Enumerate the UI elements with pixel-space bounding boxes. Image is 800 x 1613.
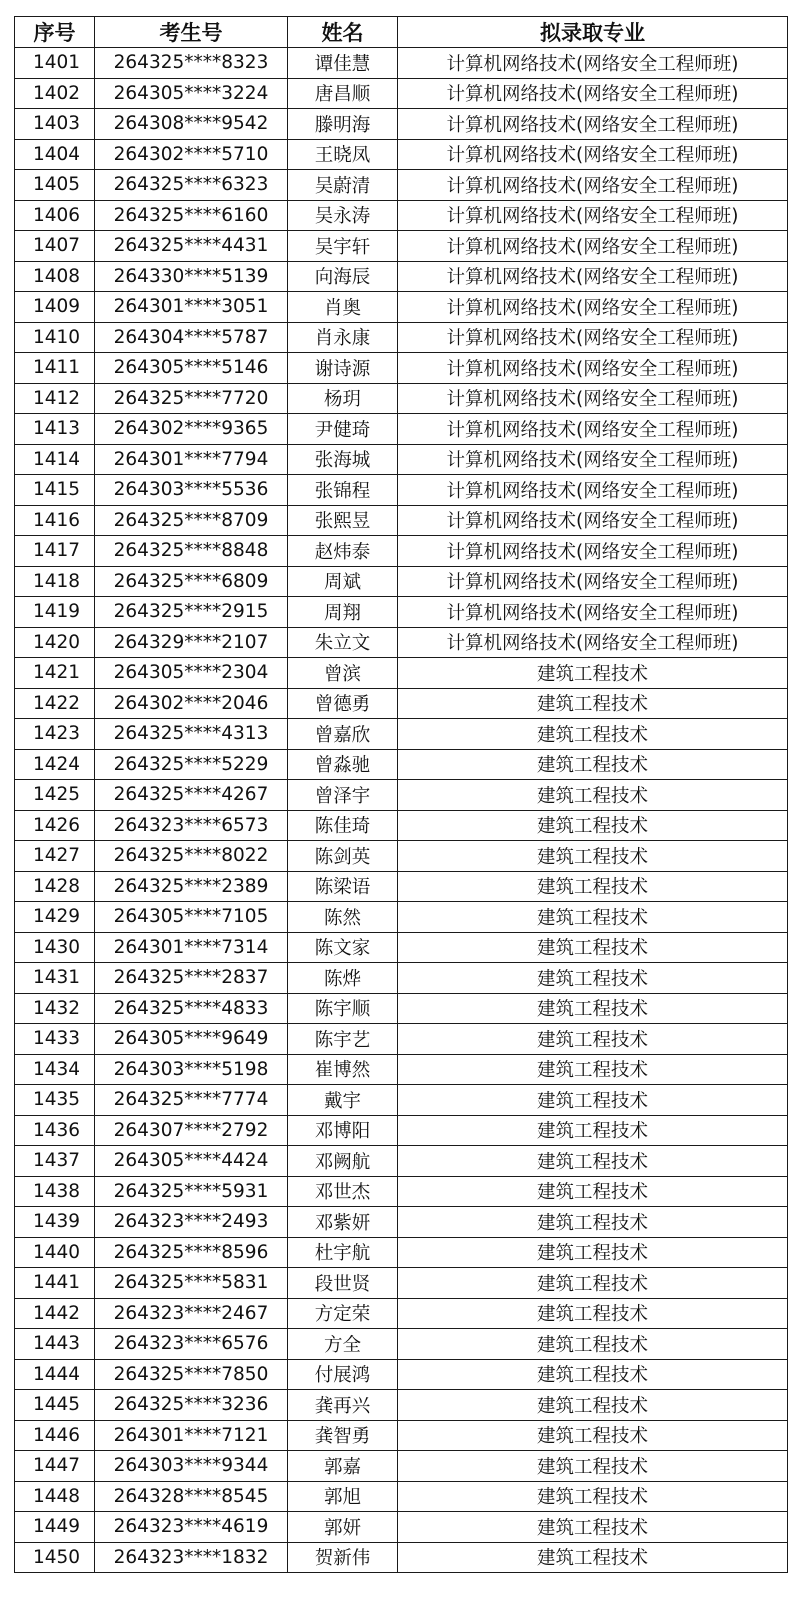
cell-major: 计算机网络技术(网络安全工程师班) bbox=[398, 78, 788, 109]
cell-major: 建筑工程技术 bbox=[398, 1085, 788, 1116]
cell-name: 向海辰 bbox=[288, 261, 398, 292]
cell-name: 陈宇顺 bbox=[288, 993, 398, 1024]
cell-exam-number: 264325****4267 bbox=[95, 780, 288, 811]
cell-seq: 1441 bbox=[15, 1268, 95, 1299]
table-row bbox=[15, 902, 788, 933]
cell-major: 建筑工程技术 bbox=[398, 1298, 788, 1329]
cell-seq: 1450 bbox=[15, 1542, 95, 1573]
table-row bbox=[15, 1420, 788, 1451]
cell-major: 计算机网络技术(网络安全工程师班) bbox=[398, 627, 788, 658]
cell-exam-number: 264305****5146 bbox=[95, 353, 288, 384]
cell-exam-number: 264301****3051 bbox=[95, 292, 288, 323]
cell-major: 建筑工程技术 bbox=[398, 1176, 788, 1207]
table-row bbox=[15, 1390, 788, 1421]
cell-exam-number: 264323****1832 bbox=[95, 1542, 288, 1573]
cell-seq: 1422 bbox=[15, 688, 95, 719]
cell-seq: 1439 bbox=[15, 1207, 95, 1238]
table-row bbox=[15, 1024, 788, 1055]
cell-exam-number: 264325****7774 bbox=[95, 1085, 288, 1116]
cell-seq: 1405 bbox=[15, 170, 95, 201]
cell-seq: 1412 bbox=[15, 383, 95, 414]
cell-name: 郭嘉 bbox=[288, 1451, 398, 1482]
table-row bbox=[15, 1512, 788, 1543]
cell-major: 建筑工程技术 bbox=[398, 1268, 788, 1299]
cell-seq: 1403 bbox=[15, 109, 95, 140]
cell-major: 计算机网络技术(网络安全工程师班) bbox=[398, 444, 788, 475]
cell-major: 建筑工程技术 bbox=[398, 780, 788, 811]
cell-exam-number: 264305****7105 bbox=[95, 902, 288, 933]
cell-major: 建筑工程技术 bbox=[398, 1024, 788, 1055]
cell-seq: 1410 bbox=[15, 322, 95, 353]
cell-name: 周翔 bbox=[288, 597, 398, 628]
cell-exam-number: 264305****2304 bbox=[95, 658, 288, 689]
cell-name: 邓博阳 bbox=[288, 1115, 398, 1146]
cell-seq: 1446 bbox=[15, 1420, 95, 1451]
table-row bbox=[15, 444, 788, 475]
cell-major: 建筑工程技术 bbox=[398, 932, 788, 963]
cell-exam-number: 264301****7314 bbox=[95, 932, 288, 963]
cell-seq: 1423 bbox=[15, 719, 95, 750]
cell-major: 计算机网络技术(网络安全工程师班) bbox=[398, 170, 788, 201]
cell-major: 计算机网络技术(网络安全工程师班) bbox=[398, 109, 788, 140]
cell-seq: 1428 bbox=[15, 871, 95, 902]
cell-major: 建筑工程技术 bbox=[398, 1542, 788, 1573]
cell-exam-number: 264325****4431 bbox=[95, 231, 288, 262]
cell-seq: 1402 bbox=[15, 78, 95, 109]
cell-exam-number: 264325****4313 bbox=[95, 719, 288, 750]
cell-seq: 1432 bbox=[15, 993, 95, 1024]
table-row bbox=[15, 688, 788, 719]
cell-major: 计算机网络技术(网络安全工程师班) bbox=[398, 48, 788, 79]
cell-exam-number: 264302****2046 bbox=[95, 688, 288, 719]
cell-exam-number: 264325****5831 bbox=[95, 1268, 288, 1299]
cell-seq: 1409 bbox=[15, 292, 95, 323]
cell-exam-number: 264325****7850 bbox=[95, 1359, 288, 1390]
cell-major: 建筑工程技术 bbox=[398, 688, 788, 719]
table-row bbox=[15, 292, 788, 323]
cell-major: 建筑工程技术 bbox=[398, 1146, 788, 1177]
cell-seq: 1430 bbox=[15, 932, 95, 963]
cell-name: 周斌 bbox=[288, 566, 398, 597]
cell-seq: 1440 bbox=[15, 1237, 95, 1268]
cell-name: 张熙昱 bbox=[288, 505, 398, 536]
header-exam-number: 考生号 bbox=[95, 17, 288, 48]
cell-major: 计算机网络技术(网络安全工程师班) bbox=[398, 597, 788, 628]
table-row bbox=[15, 261, 788, 292]
cell-name: 陈文家 bbox=[288, 932, 398, 963]
table-row bbox=[15, 658, 788, 689]
cell-name: 曾德勇 bbox=[288, 688, 398, 719]
table-row bbox=[15, 841, 788, 872]
cell-major: 建筑工程技术 bbox=[398, 1451, 788, 1482]
table-row bbox=[15, 353, 788, 384]
cell-exam-number: 264303****9344 bbox=[95, 1451, 288, 1482]
cell-exam-number: 264325****2837 bbox=[95, 963, 288, 994]
cell-name: 赵炜泰 bbox=[288, 536, 398, 567]
cell-seq: 1443 bbox=[15, 1329, 95, 1360]
cell-exam-number: 264302****5710 bbox=[95, 139, 288, 170]
cell-major: 建筑工程技术 bbox=[398, 1115, 788, 1146]
cell-exam-number: 264304****5787 bbox=[95, 322, 288, 353]
table-row bbox=[15, 749, 788, 780]
cell-name: 方全 bbox=[288, 1329, 398, 1360]
cell-seq: 1421 bbox=[15, 658, 95, 689]
table-row bbox=[15, 780, 788, 811]
table-row bbox=[15, 536, 788, 567]
cell-exam-number: 264305****9649 bbox=[95, 1024, 288, 1055]
cell-seq: 1448 bbox=[15, 1481, 95, 1512]
cell-major: 计算机网络技术(网络安全工程师班) bbox=[398, 292, 788, 323]
cell-seq: 1429 bbox=[15, 902, 95, 933]
cell-seq: 1431 bbox=[15, 963, 95, 994]
cell-exam-number: 264307****2792 bbox=[95, 1115, 288, 1146]
cell-exam-number: 264325****6809 bbox=[95, 566, 288, 597]
cell-major: 建筑工程技术 bbox=[398, 719, 788, 750]
cell-exam-number: 264325****4833 bbox=[95, 993, 288, 1024]
table-row bbox=[15, 1085, 788, 1116]
cell-major: 建筑工程技术 bbox=[398, 810, 788, 841]
cell-major: 建筑工程技术 bbox=[398, 963, 788, 994]
cell-seq: 1415 bbox=[15, 475, 95, 506]
cell-major: 建筑工程技术 bbox=[398, 1054, 788, 1085]
cell-major: 计算机网络技术(网络安全工程师班) bbox=[398, 566, 788, 597]
cell-exam-number: 264325****8709 bbox=[95, 505, 288, 536]
table-row bbox=[15, 810, 788, 841]
table-row bbox=[15, 719, 788, 750]
cell-name: 吴永涛 bbox=[288, 200, 398, 231]
table-row bbox=[15, 1542, 788, 1573]
cell-exam-number: 264305****3224 bbox=[95, 78, 288, 109]
cell-seq: 1407 bbox=[15, 231, 95, 262]
table-row bbox=[15, 1115, 788, 1146]
table-row bbox=[15, 383, 788, 414]
cell-major: 建筑工程技术 bbox=[398, 1359, 788, 1390]
cell-name: 肖永康 bbox=[288, 322, 398, 353]
table-row bbox=[15, 109, 788, 140]
table-row bbox=[15, 48, 788, 79]
cell-seq: 1424 bbox=[15, 749, 95, 780]
cell-seq: 1447 bbox=[15, 1451, 95, 1482]
cell-name: 陈宇艺 bbox=[288, 1024, 398, 1055]
cell-name: 陈佳琦 bbox=[288, 810, 398, 841]
cell-name: 曾嘉欣 bbox=[288, 719, 398, 750]
cell-name: 邓紫妍 bbox=[288, 1207, 398, 1238]
cell-seq: 1436 bbox=[15, 1115, 95, 1146]
table-row bbox=[15, 1054, 788, 1085]
cell-exam-number: 264329****2107 bbox=[95, 627, 288, 658]
cell-seq: 1408 bbox=[15, 261, 95, 292]
cell-name: 邓阙航 bbox=[288, 1146, 398, 1177]
cell-name: 戴宇 bbox=[288, 1085, 398, 1116]
cell-exam-number: 264323****6576 bbox=[95, 1329, 288, 1360]
cell-seq: 1434 bbox=[15, 1054, 95, 1085]
table-row bbox=[15, 1237, 788, 1268]
header-name: 姓名 bbox=[288, 17, 398, 48]
cell-name: 杨玥 bbox=[288, 383, 398, 414]
cell-seq: 1417 bbox=[15, 536, 95, 567]
table-row bbox=[15, 1359, 788, 1390]
cell-exam-number: 264325****8022 bbox=[95, 841, 288, 872]
cell-name: 方定荣 bbox=[288, 1298, 398, 1329]
cell-exam-number: 264325****8323 bbox=[95, 48, 288, 79]
cell-exam-number: 264303****5536 bbox=[95, 475, 288, 506]
cell-seq: 1449 bbox=[15, 1512, 95, 1543]
cell-exam-number: 264325****3236 bbox=[95, 1390, 288, 1421]
cell-name: 张锦程 bbox=[288, 475, 398, 506]
table-row bbox=[15, 1298, 788, 1329]
cell-major: 计算机网络技术(网络安全工程师班) bbox=[398, 231, 788, 262]
table-row bbox=[15, 322, 788, 353]
cell-seq: 1426 bbox=[15, 810, 95, 841]
cell-name: 肖奥 bbox=[288, 292, 398, 323]
table-row bbox=[15, 627, 788, 658]
cell-name: 龚再兴 bbox=[288, 1390, 398, 1421]
admission-table bbox=[14, 16, 788, 1573]
cell-name: 崔博然 bbox=[288, 1054, 398, 1085]
table-row bbox=[15, 414, 788, 445]
cell-name: 陈梁语 bbox=[288, 871, 398, 902]
cell-exam-number: 264328****8545 bbox=[95, 1481, 288, 1512]
cell-seq: 1445 bbox=[15, 1390, 95, 1421]
table-row bbox=[15, 78, 788, 109]
table-row bbox=[15, 1451, 788, 1482]
cell-name: 曾淼驰 bbox=[288, 749, 398, 780]
cell-name: 陈然 bbox=[288, 902, 398, 933]
table-row bbox=[15, 963, 788, 994]
cell-seq: 1413 bbox=[15, 414, 95, 445]
cell-seq: 1442 bbox=[15, 1298, 95, 1329]
cell-name: 贺新伟 bbox=[288, 1542, 398, 1573]
cell-seq: 1406 bbox=[15, 200, 95, 231]
table-row bbox=[15, 1329, 788, 1360]
cell-exam-number: 264301****7794 bbox=[95, 444, 288, 475]
cell-name: 邓世杰 bbox=[288, 1176, 398, 1207]
cell-exam-number: 264325****8596 bbox=[95, 1237, 288, 1268]
cell-exam-number: 264302****9365 bbox=[95, 414, 288, 445]
cell-seq: 1411 bbox=[15, 353, 95, 384]
cell-exam-number: 264325****6160 bbox=[95, 200, 288, 231]
cell-major: 计算机网络技术(网络安全工程师班) bbox=[398, 414, 788, 445]
cell-name: 陈烨 bbox=[288, 963, 398, 994]
cell-major: 建筑工程技术 bbox=[398, 1512, 788, 1543]
table-body bbox=[15, 48, 788, 1573]
cell-major: 计算机网络技术(网络安全工程师班) bbox=[398, 383, 788, 414]
table-row bbox=[15, 231, 788, 262]
cell-major: 计算机网络技术(网络安全工程师班) bbox=[398, 505, 788, 536]
cell-exam-number: 264323****4619 bbox=[95, 1512, 288, 1543]
cell-major: 计算机网络技术(网络安全工程师班) bbox=[398, 475, 788, 506]
table-row bbox=[15, 932, 788, 963]
cell-seq: 1437 bbox=[15, 1146, 95, 1177]
admission-list bbox=[14, 16, 788, 1573]
cell-name: 曾滨 bbox=[288, 658, 398, 689]
cell-seq: 1425 bbox=[15, 780, 95, 811]
cell-exam-number: 264325****7720 bbox=[95, 383, 288, 414]
cell-major: 建筑工程技术 bbox=[398, 749, 788, 780]
cell-seq: 1404 bbox=[15, 139, 95, 170]
cell-major: 建筑工程技术 bbox=[398, 1420, 788, 1451]
cell-name: 尹健琦 bbox=[288, 414, 398, 445]
cell-major: 建筑工程技术 bbox=[398, 1481, 788, 1512]
header-seq: 序号 bbox=[15, 17, 95, 48]
cell-major: 建筑工程技术 bbox=[398, 1207, 788, 1238]
cell-seq: 1420 bbox=[15, 627, 95, 658]
cell-exam-number: 264308****9542 bbox=[95, 109, 288, 140]
cell-name: 付展鸿 bbox=[288, 1359, 398, 1390]
cell-seq: 1419 bbox=[15, 597, 95, 628]
table-row bbox=[15, 1268, 788, 1299]
cell-seq: 1444 bbox=[15, 1359, 95, 1390]
cell-name: 唐昌顺 bbox=[288, 78, 398, 109]
table-row bbox=[15, 200, 788, 231]
cell-seq: 1401 bbox=[15, 48, 95, 79]
cell-major: 计算机网络技术(网络安全工程师班) bbox=[398, 200, 788, 231]
cell-major: 计算机网络技术(网络安全工程师班) bbox=[398, 322, 788, 353]
cell-exam-number: 264323****2467 bbox=[95, 1298, 288, 1329]
table-row bbox=[15, 566, 788, 597]
cell-seq: 1414 bbox=[15, 444, 95, 475]
cell-seq: 1435 bbox=[15, 1085, 95, 1116]
cell-name: 滕明海 bbox=[288, 109, 398, 140]
cell-exam-number: 264325****6323 bbox=[95, 170, 288, 201]
cell-exam-number: 264323****6573 bbox=[95, 810, 288, 841]
cell-exam-number: 264330****5139 bbox=[95, 261, 288, 292]
cell-major: 计算机网络技术(网络安全工程师班) bbox=[398, 261, 788, 292]
cell-name: 王晓凤 bbox=[288, 139, 398, 170]
cell-seq: 1433 bbox=[15, 1024, 95, 1055]
cell-major: 建筑工程技术 bbox=[398, 993, 788, 1024]
header-row bbox=[15, 17, 788, 48]
table-row bbox=[15, 139, 788, 170]
cell-name: 张海城 bbox=[288, 444, 398, 475]
table-row bbox=[15, 1146, 788, 1177]
cell-name: 段世贤 bbox=[288, 1268, 398, 1299]
cell-major: 建筑工程技术 bbox=[398, 1390, 788, 1421]
table-row bbox=[15, 1481, 788, 1512]
cell-major: 建筑工程技术 bbox=[398, 902, 788, 933]
table-row bbox=[15, 993, 788, 1024]
cell-major: 建筑工程技术 bbox=[398, 841, 788, 872]
header-major: 拟录取专业 bbox=[398, 17, 788, 48]
cell-name: 吴蔚清 bbox=[288, 170, 398, 201]
cell-exam-number: 264325****5229 bbox=[95, 749, 288, 780]
cell-major: 建筑工程技术 bbox=[398, 1329, 788, 1360]
cell-major: 计算机网络技术(网络安全工程师班) bbox=[398, 139, 788, 170]
table-row bbox=[15, 170, 788, 201]
cell-exam-number: 264301****7121 bbox=[95, 1420, 288, 1451]
cell-exam-number: 264325****5931 bbox=[95, 1176, 288, 1207]
table-row bbox=[15, 597, 788, 628]
cell-name: 朱立文 bbox=[288, 627, 398, 658]
cell-name: 郭旭 bbox=[288, 1481, 398, 1512]
table-row bbox=[15, 475, 788, 506]
cell-exam-number: 264305****4424 bbox=[95, 1146, 288, 1177]
cell-name: 谭佳慧 bbox=[288, 48, 398, 79]
cell-exam-number: 264303****5198 bbox=[95, 1054, 288, 1085]
cell-name: 龚智勇 bbox=[288, 1420, 398, 1451]
table-row bbox=[15, 1176, 788, 1207]
cell-name: 谢诗源 bbox=[288, 353, 398, 384]
cell-major: 建筑工程技术 bbox=[398, 871, 788, 902]
cell-name: 郭妍 bbox=[288, 1512, 398, 1543]
cell-exam-number: 264325****8848 bbox=[95, 536, 288, 567]
cell-major: 建筑工程技术 bbox=[398, 1237, 788, 1268]
cell-seq: 1427 bbox=[15, 841, 95, 872]
cell-major: 计算机网络技术(网络安全工程师班) bbox=[398, 353, 788, 384]
cell-major: 计算机网络技术(网络安全工程师班) bbox=[398, 536, 788, 567]
table-row bbox=[15, 871, 788, 902]
cell-name: 陈剑英 bbox=[288, 841, 398, 872]
cell-seq: 1416 bbox=[15, 505, 95, 536]
cell-name: 曾泽宇 bbox=[288, 780, 398, 811]
cell-seq: 1418 bbox=[15, 566, 95, 597]
cell-name: 杜宇航 bbox=[288, 1237, 398, 1268]
table-row bbox=[15, 505, 788, 536]
cell-name: 吴宇轩 bbox=[288, 231, 398, 262]
table-row bbox=[15, 1207, 788, 1238]
cell-exam-number: 264325****2915 bbox=[95, 597, 288, 628]
cell-exam-number: 264325****2389 bbox=[95, 871, 288, 902]
cell-seq: 1438 bbox=[15, 1176, 95, 1207]
cell-major: 建筑工程技术 bbox=[398, 658, 788, 689]
cell-exam-number: 264323****2493 bbox=[95, 1207, 288, 1238]
